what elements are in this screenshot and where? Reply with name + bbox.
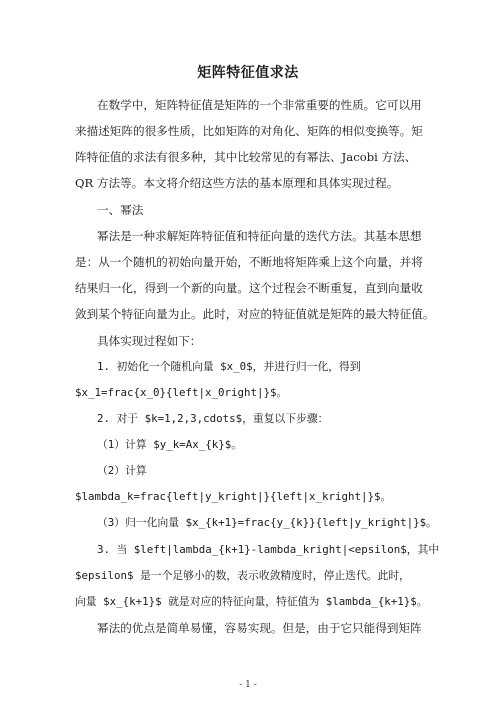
step-line: 3. 当 $left|lambda_{k+1}-lambda_kright|<epsilon$，其中 — [97, 543, 440, 556]
text-line: 具体实现过程如下： — [97, 334, 202, 348]
text-line: QR 方法等。本文将介绍这些方法的基本原理和具体实现过程。 — [75, 176, 399, 190]
formula-line: $x_1=frac{x_0}{left|x_0right|}$。 — [75, 386, 288, 399]
text-line: 是：从一个随机的初始向量开始，不断地将矩阵乘上这个向量，并将 — [75, 255, 423, 269]
step-line: （3）归一化向量 $x_{k+1}=frac{y_{k}}{left|y_kright|}$。 — [97, 516, 437, 529]
page-number: - 1 - — [239, 680, 257, 690]
step-line: 2. 对于 $k=1,2,3,cdots$，重复以下步骤： — [97, 412, 329, 425]
text-line: 幂法的优点是简单易懂，容易实现。但是，由于它只能得到矩阵 — [97, 621, 422, 635]
text-line: 来描述矩阵的很多性质，比如矩阵的对角化、矩阵的相似变换等。矩 — [75, 124, 423, 138]
text-line: 结果归一化，得到一个新的向量。这个过程会不断重复，直到向量收 — [75, 281, 423, 295]
text-line: 敛到某个特征向量为止。此时，对应的特征值就是矩阵的最大特征值。 — [75, 307, 435, 321]
text-line: 阵特征值的求法有很多种，其中比较常见的有幂法、Jacobi 方法、 — [75, 150, 417, 164]
step-line: （1）计算 $y_k=Ax_{k}$。 — [97, 438, 242, 451]
text-line: 在数学中，矩阵特征值是矩阵的一个非常重要的性质。它可以用 — [97, 98, 422, 112]
step-line: 1. 初始化一个随机向量 $x_0$，并进行归一化，得到 — [97, 360, 361, 373]
formula-line: $epsilon$ 是一个足够小的数，表示收敛精度时，停止迭代。此时， — [75, 569, 410, 582]
formula-line: 向量 $x_{k+1}$ 就是对应的特征向量，特征值为 $lambda_{k+1}$。 — [75, 595, 428, 608]
step-line: （2）计算 — [97, 464, 147, 477]
text-line: 幂法是一种求解矩阵特征值和特征向量的迭代方法。其基本思想 — [97, 229, 422, 243]
section-heading: 一、幂法 — [97, 203, 144, 217]
formula-line: $lambda_k=frac{left|y_kright|}{left|x_kright|}$。 — [75, 490, 392, 503]
document-title: 矩阵特征值求法 — [197, 65, 299, 81]
